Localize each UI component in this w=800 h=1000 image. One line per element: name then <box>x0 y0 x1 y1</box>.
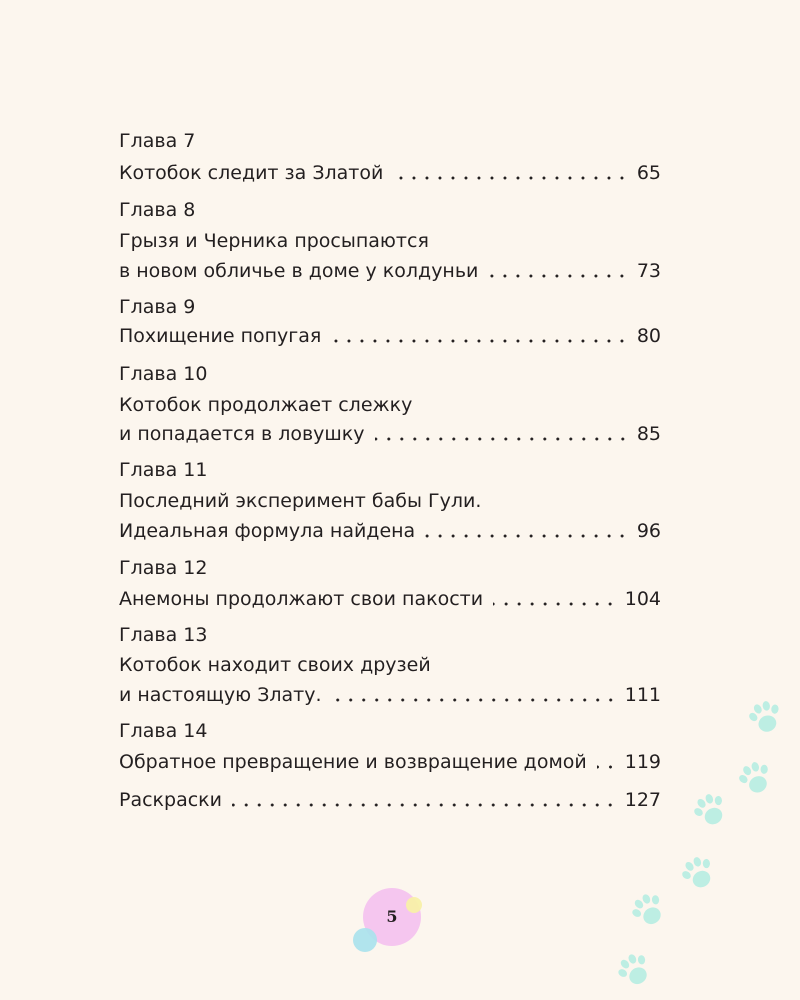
page-number: 5 <box>386 907 398 926</box>
toc-entry[interactable] <box>119 750 661 774</box>
toc-entry-title: Раскраски <box>119 789 222 811</box>
paw-print-icon <box>728 751 781 804</box>
toc-page-number: 85 <box>636 423 661 445</box>
chapter-label: Глава 8 <box>119 199 196 221</box>
paw-print-icon <box>606 942 662 998</box>
toc-entry-title: и попадается в ловушку <box>119 423 365 445</box>
chapter-label: Глава 7 <box>119 130 196 152</box>
toc-entry[interactable] <box>119 324 661 348</box>
toc-entry-title: в новом обличье в доме у колдуньи <box>119 260 479 282</box>
toc-entry[interactable] <box>119 683 661 707</box>
toc-page-number: 73 <box>636 260 661 282</box>
dot-leader <box>597 765 617 769</box>
toc-entry-title-line: Котобок находит своих друзей <box>119 654 431 676</box>
toc-entry-title-line: Котобок продолжает слежку <box>119 394 413 416</box>
toc-entry-title-line: Последний эксперимент бабы Гули. <box>119 490 482 512</box>
toc-entry[interactable] <box>119 161 661 185</box>
toc-entry[interactable] <box>119 519 661 543</box>
toc-entry-title: Котобок следит за Златой <box>119 162 384 184</box>
toc-entry-title-line: Грызя и Черника просыпаются <box>119 230 429 252</box>
dot-leader <box>332 698 617 702</box>
toc-entry-title: Похищение попугая <box>119 325 322 347</box>
toc-page-number: 65 <box>636 162 661 184</box>
toc-page-number: 127 <box>624 789 661 811</box>
toc-entry-coloring[interactable] <box>119 788 661 812</box>
chapter-label: Глава 14 <box>119 720 208 742</box>
dot-leader <box>488 274 628 278</box>
dot-leader <box>393 176 628 180</box>
toc-entry-title: Анемоны продолжают свои пакости <box>119 588 484 610</box>
toc-entry[interactable] <box>119 259 661 283</box>
toc-entry[interactable] <box>119 587 661 611</box>
paw-print-icon <box>683 783 738 838</box>
toc-entry-title: Идеальная формула найдена <box>119 520 416 542</box>
dot-leader <box>425 534 629 538</box>
toc-page-number: 96 <box>636 520 661 542</box>
dot-leader <box>375 437 629 441</box>
paw-print-icon <box>739 691 790 742</box>
toc-page-number: 104 <box>624 588 661 610</box>
toc-page-number: 119 <box>624 751 661 773</box>
dot-leader <box>331 339 628 343</box>
toc-entry[interactable] <box>119 422 661 446</box>
chapter-label: Глава 11 <box>119 459 208 481</box>
paw-print-icon <box>620 882 676 938</box>
toc-page-number: 111 <box>624 684 661 706</box>
chapter-label: Глава 10 <box>119 363 208 385</box>
toc-page-number: 80 <box>636 325 661 347</box>
dot-leader <box>493 602 617 606</box>
dot-leader <box>232 803 617 807</box>
paw-print-icon <box>671 846 726 901</box>
chapter-label: Глава 12 <box>119 557 208 579</box>
toc-entry-title: и настоящую Злату. <box>119 684 322 706</box>
chapter-label: Глава 9 <box>119 296 196 318</box>
toc-entry-title: Обратное превращение и возвращение домой <box>119 751 587 773</box>
chapter-label: Глава 13 <box>119 624 208 646</box>
page-number-badge <box>352 888 432 958</box>
